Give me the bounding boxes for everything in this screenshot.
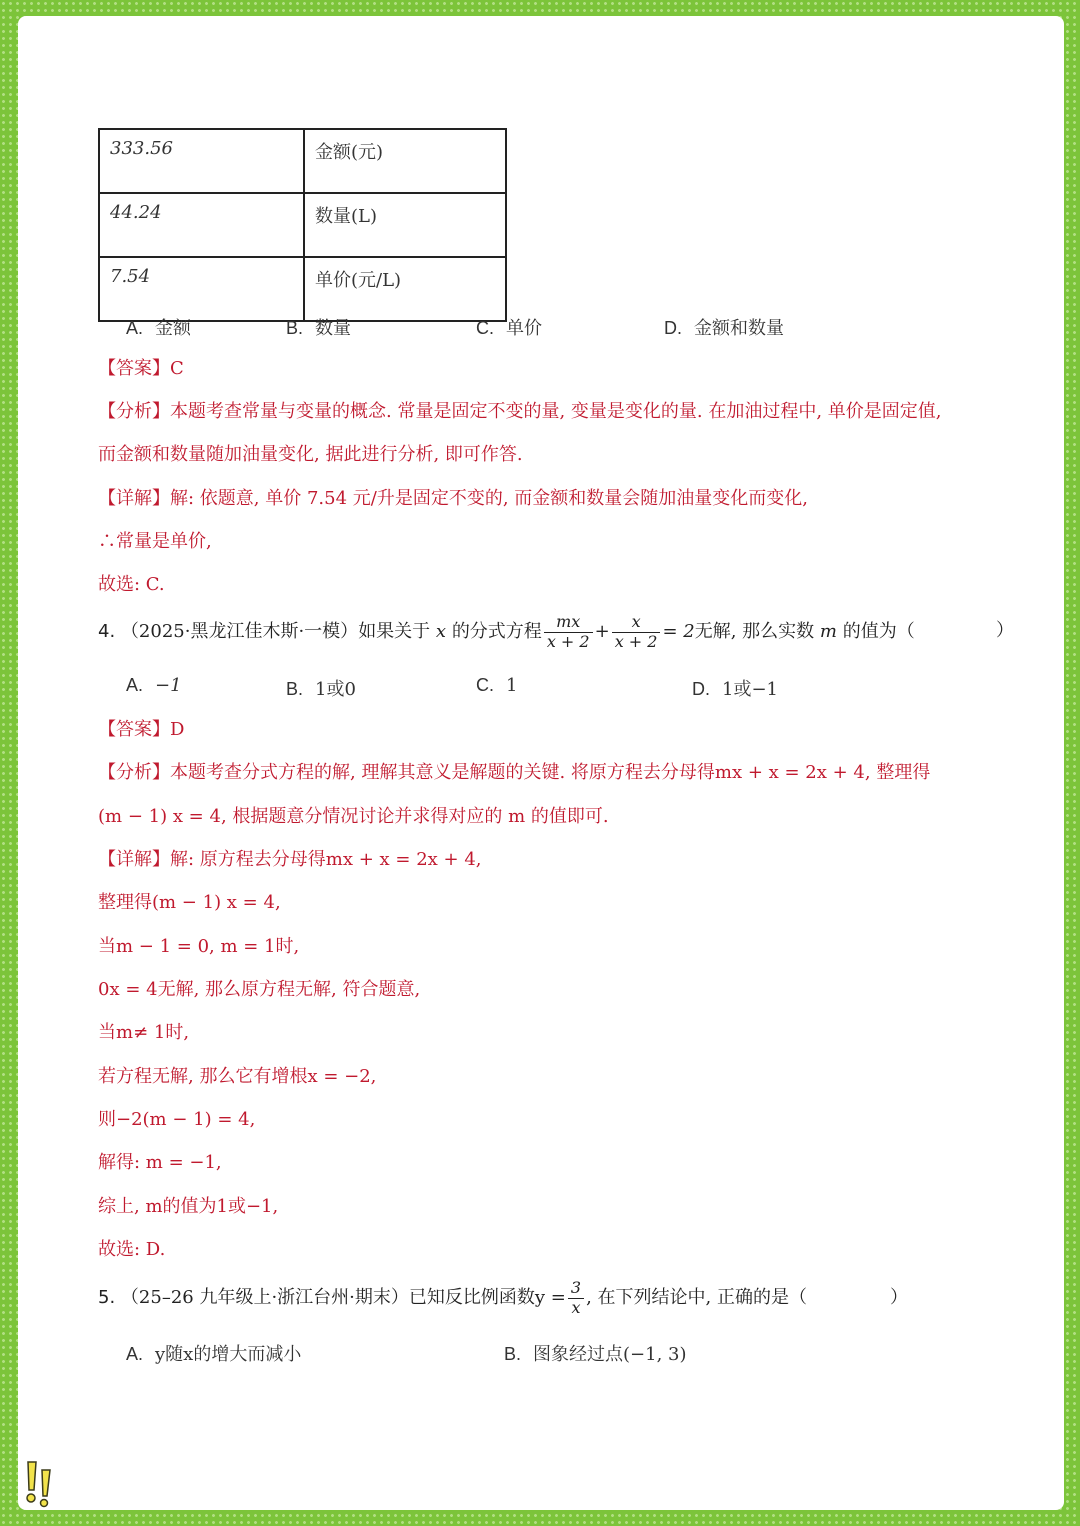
q4-detail-step: 故选: D. [98, 1239, 166, 1260]
q4-answer: 【答案】D [98, 719, 185, 740]
stem-text: 已知反比例函数y = [408, 1287, 566, 1308]
option-text: 图象经过点(−1, 3) [533, 1344, 687, 1365]
table-cell-label: 数量(L) [304, 193, 506, 257]
q4-analysis-line1: 【分析】本题考查分式方程的解, 理解其意义是解题的关键. 将原方程去分母得mx + x = 2x + 4, 整理得 [98, 762, 931, 783]
option-text: 1或−1 [722, 679, 778, 700]
q4-stem [98, 612, 915, 652]
fraction-denominator: x [571, 1297, 581, 1317]
q3-choose: 故选: C. [98, 574, 165, 595]
stem-text: 无解, 那么实数 [694, 621, 815, 642]
option-letter: A. [126, 318, 144, 338]
q4-detail-step: 若方程无解, 那么它有增根x = −2, [98, 1066, 377, 1087]
q3-detail-line1: 【详解】解: 依题意, 单价 7.54 元/升是固定不变的, 而金额和数量会随加油量变化而变化, [98, 488, 808, 509]
stem-text: 的值为（ [842, 621, 915, 642]
stem-text: 如果关于 [358, 621, 431, 642]
stem-text: 的分式方程 [451, 621, 542, 642]
option-text: 1或0 [315, 679, 356, 700]
option-text: 数量 [315, 318, 352, 339]
table-cell-value: 44.24 [99, 193, 304, 257]
fraction-mx-over-x-plus-2 [544, 613, 593, 651]
q3-option-c [476, 314, 542, 340]
fraction-denominator: x + 2 [614, 631, 658, 651]
fraction-numerator: 3 [568, 1279, 584, 1298]
question-number: 5. [98, 1287, 116, 1308]
option-letter: B. [286, 679, 304, 699]
option-letter: D. [692, 679, 710, 699]
q3-analysis-line1: 【分析】本题考查常量与变量的概念. 常量是固定不变的量, 变量是变化的量. 在加油过程中, 单价是固定值, [98, 401, 942, 422]
q3-detail-line2: ∴常量是单价, [98, 531, 212, 552]
exclamation-logo-icon [22, 1458, 56, 1508]
q4-detail-step: 综上, m的值为1或−1, [98, 1196, 279, 1217]
option-letter: C. [476, 318, 494, 338]
q4-option-b [286, 675, 356, 701]
option-text: 金额和数量 [694, 318, 784, 339]
option-text: 金额 [155, 318, 192, 339]
fraction-3-over-x [568, 1279, 584, 1317]
question-number: 4. [98, 621, 116, 642]
worksheet-page [18, 16, 1064, 1510]
q5-paren-close: ） [890, 1287, 908, 1308]
q5-option-b [504, 1340, 687, 1366]
option-letter: B. [504, 1344, 522, 1364]
q4-detail-step: 则−2(m − 1) = 4, [98, 1109, 256, 1130]
q3-option-a [126, 314, 191, 340]
q4-detail-step: 当m≠ 1时, [98, 1022, 190, 1043]
table-cell-label: 金额(元) [304, 129, 506, 193]
q4-detail-step: 整理得(m − 1) x = 4, [98, 892, 281, 913]
q4-paren-close: ） [996, 620, 1014, 641]
page-content [18, 16, 1064, 1510]
option-text: 1 [506, 675, 518, 696]
math-equals: = 2 [662, 621, 695, 642]
table-cell-label: 单价(元/L) [304, 257, 506, 321]
option-letter: A. [126, 1344, 144, 1364]
fraction-numerator: mx [544, 613, 593, 632]
q4-analysis-line2: (m − 1) x = 4, 根据题意分情况讨论并求得对应的 m 的值即可. [98, 806, 609, 827]
q3-answer: 【答案】C [98, 358, 184, 379]
option-text: y随x的增大而减小 [155, 1344, 302, 1365]
fraction-numerator: x [612, 613, 661, 632]
question-source: （25–26 九年级上·浙江台州·期末） [120, 1287, 409, 1308]
math-var-x: x [435, 621, 447, 642]
option-letter: A. [126, 675, 144, 695]
table-cell-value: 7.54 [99, 257, 304, 321]
q5-stem [98, 1278, 807, 1318]
q4-option-c [476, 675, 517, 696]
option-letter: C. [476, 675, 494, 695]
q4-detail-step: 【详解】解: 原方程去分母得mx + x = 2x + 4, [98, 849, 482, 870]
q4-option-a [126, 675, 182, 696]
fuel-pump-table [98, 128, 507, 322]
q3-option-b [286, 314, 351, 340]
table-cell-value: 333.56 [99, 129, 304, 193]
q4-detail-step: 解得: m = −1, [98, 1152, 222, 1173]
q4-detail-step: 0x = 4无解, 那么原方程无解, 符合题意, [98, 979, 421, 1000]
math-var-m: m [819, 621, 837, 642]
table-row [99, 129, 506, 193]
option-letter: D. [664, 318, 682, 338]
q4-detail-step: 当m − 1 = 0, m = 1时, [98, 936, 300, 957]
math-plus: + [594, 621, 610, 642]
table-row [99, 257, 506, 321]
q4-option-d [692, 675, 778, 701]
q5-option-a [126, 1340, 301, 1366]
question-source: （2025·黑龙江佳木斯·一模） [120, 621, 359, 642]
fraction-denominator: x + 2 [546, 631, 590, 651]
stem-text: , 在下列结论中, 正确的是（ [586, 1287, 807, 1308]
fraction-x-over-x-plus-2 [612, 613, 661, 651]
q3-analysis-line2: 而金额和数量随加油量变化, 据此进行分析, 即可作答. [98, 444, 523, 465]
q3-option-d [664, 314, 784, 340]
option-text: −1 [155, 675, 182, 696]
option-letter: B. [286, 318, 304, 338]
option-text: 单价 [506, 318, 542, 339]
table-row [99, 193, 506, 257]
